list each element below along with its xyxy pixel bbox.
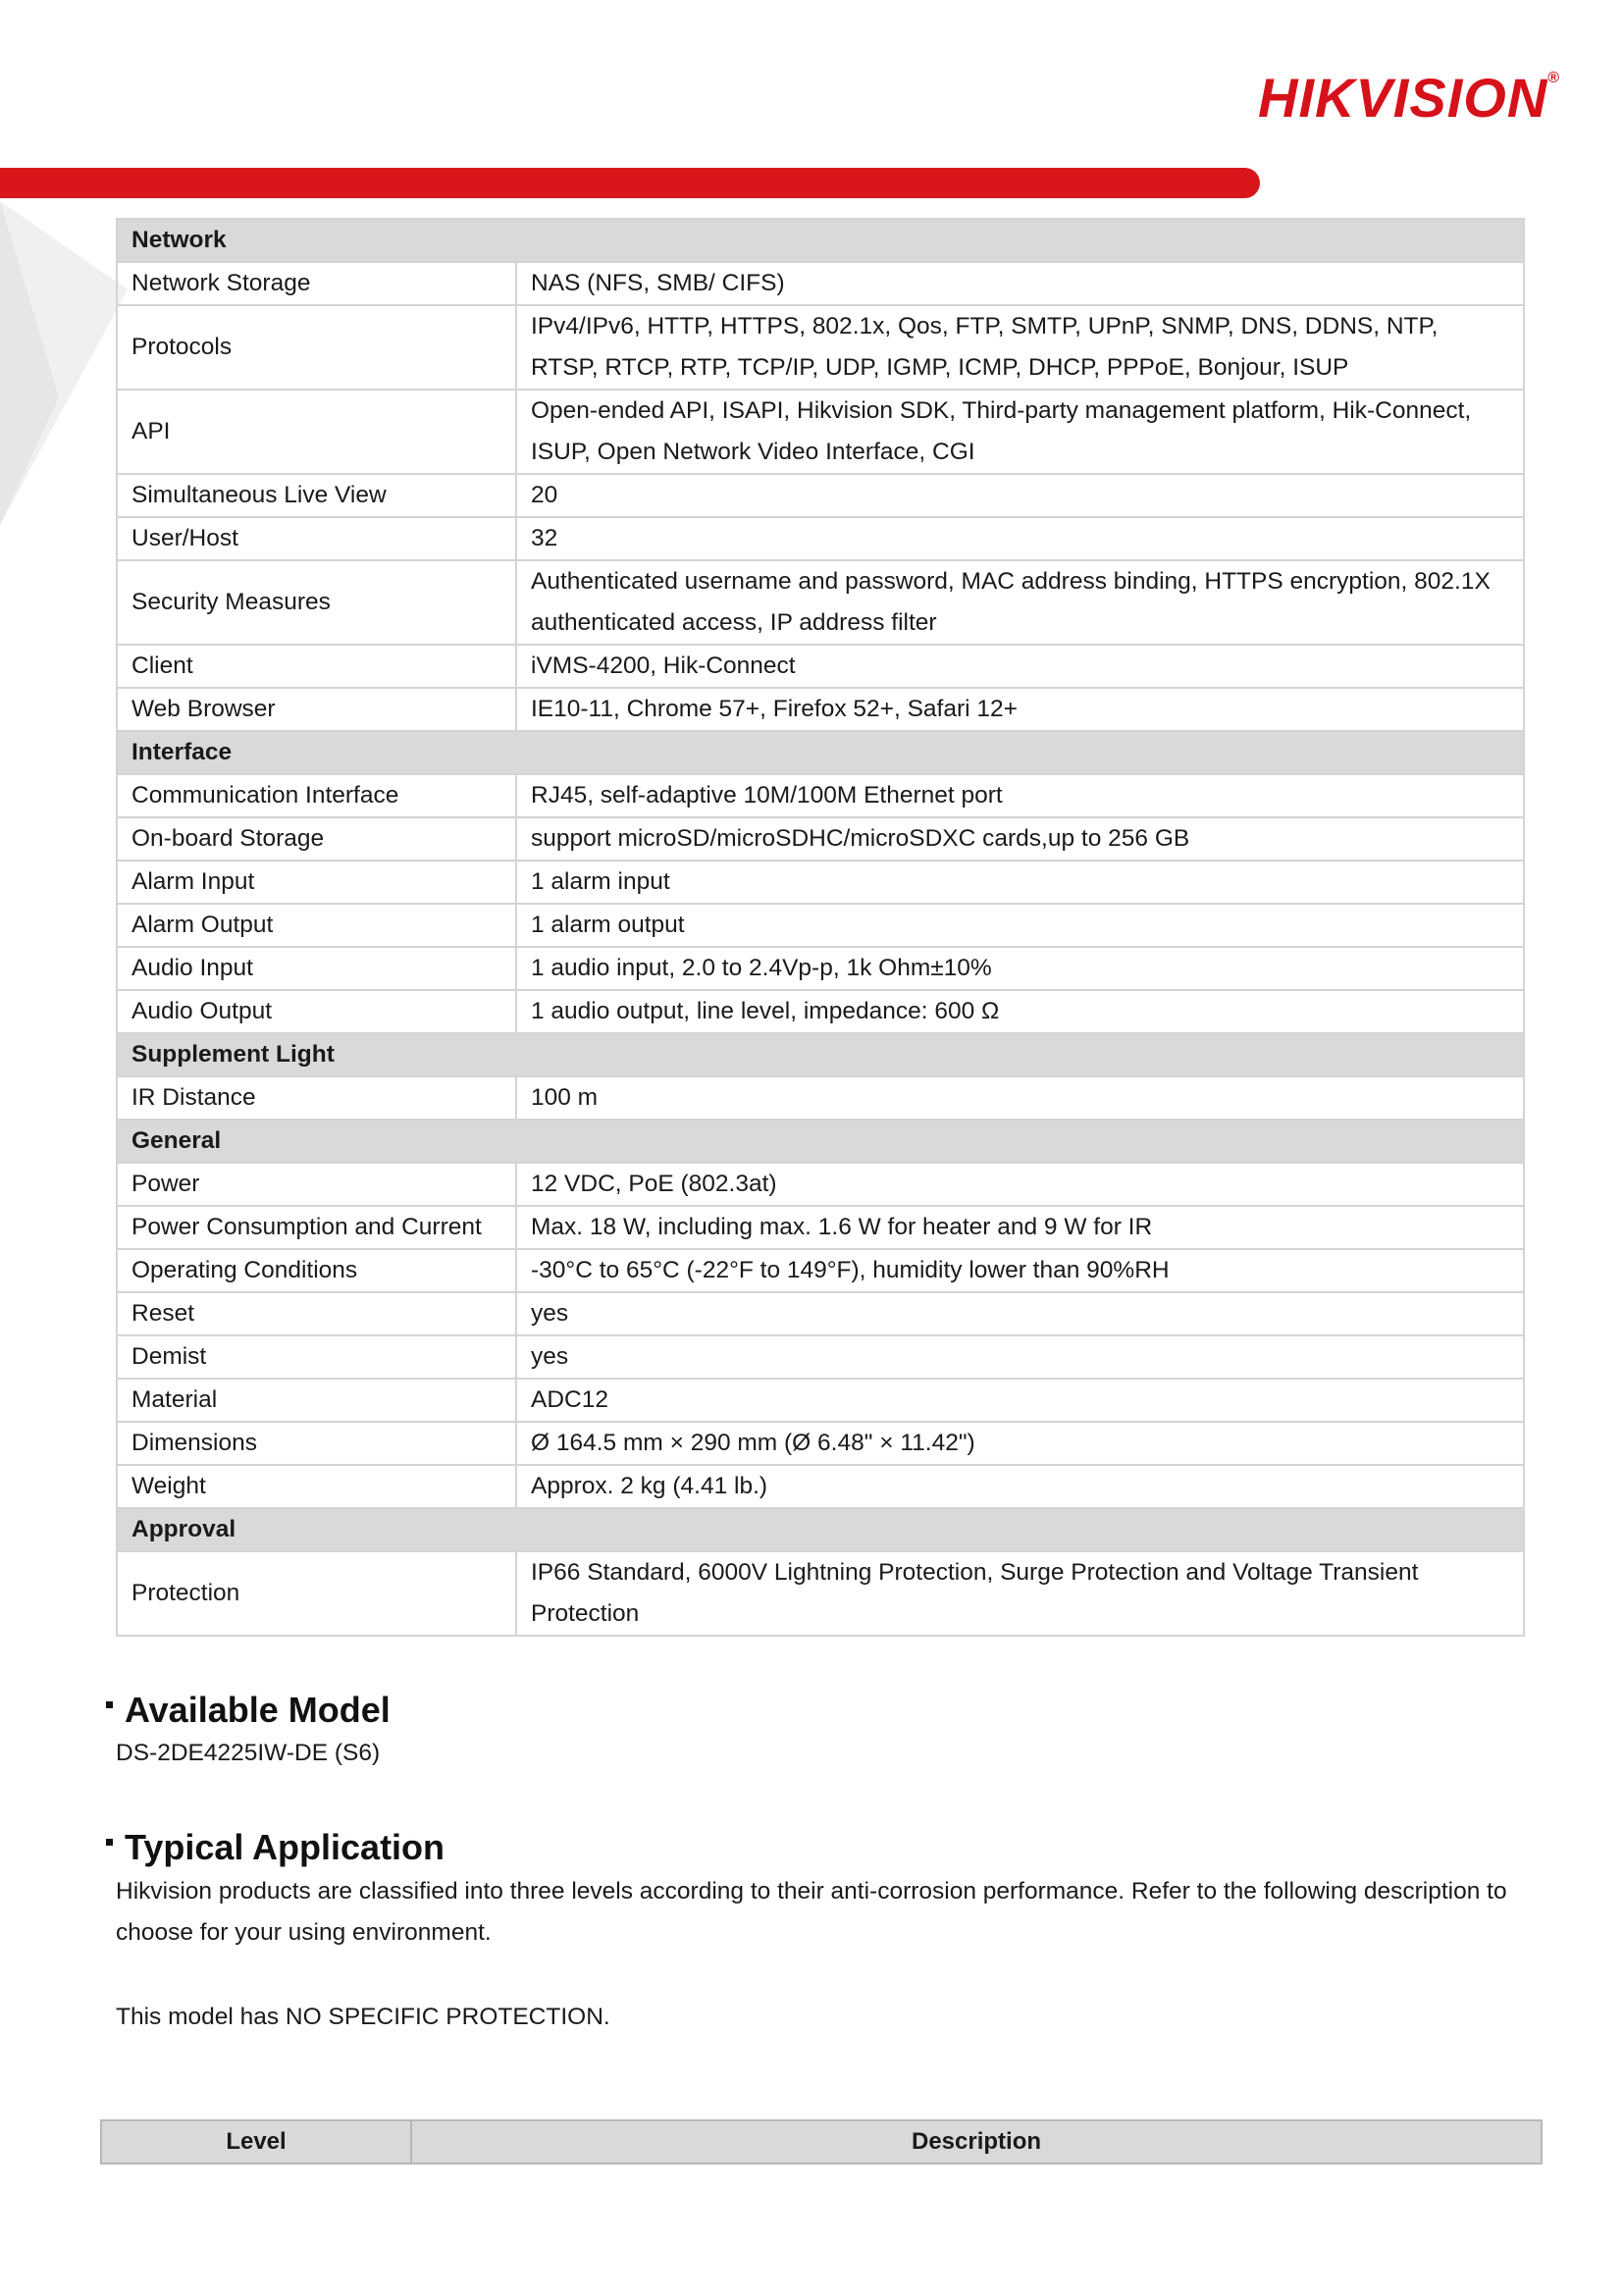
spec-label: Demist [117, 1335, 516, 1379]
spec-row [117, 904, 1524, 947]
spec-label: Protocols [117, 305, 516, 390]
typical-application-heading: Typical Application [106, 1827, 445, 1868]
spec-row [117, 1076, 1524, 1120]
spec-value: 1 audio output, line level, impedance: 600 Ω [516, 990, 1524, 1033]
spec-row [117, 774, 1524, 817]
hikvision-logo: HIKVISION® [1258, 67, 1561, 129]
header-red-bar [0, 168, 1260, 198]
spec-label: User/Host [117, 517, 516, 560]
spec-value: IE10-11, Chrome 57+, Firefox 52+, Safari 12+ [516, 688, 1524, 731]
spec-label: API [117, 390, 516, 474]
section-row [117, 219, 1524, 262]
section-row [117, 1033, 1524, 1076]
spec-label: Alarm Input [117, 861, 516, 904]
spec-value: iVMS-4200, Hik-Connect [516, 645, 1524, 688]
decorative-shape [0, 201, 128, 525]
typical-application-paragraph: Hikvision products are classified into three levels according to their anti-corrosion performance. Refer to the following description to choose for your using environment. [116, 1878, 1507, 1946]
spec-value: IPv4/IPv6, HTTP, HTTPS, 802.1x, Qos, FTP, SMTP, UPnP, SNMP, DNS, DDNS, NTP, RTSP, RTCP, RTP, TCP/IP, UDP, IGMP, ICMP, DHCP, PPPoE, Bonjour, ISUP [516, 305, 1524, 390]
protection-note: This model has NO SPECIFIC PROTECTION. [116, 2004, 610, 2030]
description-header: Description [411, 2120, 1542, 2164]
spec-value: Authenticated username and password, MAC address binding, HTTPS encryption, 802.1X authenticated access, IP address filter [516, 560, 1524, 645]
spec-label: Reset [117, 1292, 516, 1335]
spec-row [117, 645, 1524, 688]
spec-label: Web Browser [117, 688, 516, 731]
spec-row [117, 688, 1524, 731]
spec-value: yes [516, 1335, 1524, 1379]
spec-row [117, 560, 1524, 645]
spec-row [117, 1249, 1524, 1292]
spec-value: Ø 164.5 mm × 290 mm (Ø 6.48" × 11.42") [516, 1422, 1524, 1465]
spec-row [117, 1465, 1524, 1508]
spec-label: Audio Input [117, 947, 516, 990]
spec-label: Operating Conditions [117, 1249, 516, 1292]
spec-row [117, 990, 1524, 1033]
spec-row [117, 517, 1524, 560]
spec-value: yes [516, 1292, 1524, 1335]
spec-label: Client [117, 645, 516, 688]
spec-value: Approx. 2 kg (4.41 lb.) [516, 1465, 1524, 1508]
spec-value: 1 alarm input [516, 861, 1524, 904]
spec-value: NAS (NFS, SMB/ CIFS) [516, 262, 1524, 305]
section-row [117, 1508, 1524, 1551]
spec-value: Max. 18 W, including max. 1.6 W for heater and 9 W for IR [516, 1206, 1524, 1249]
section-title: Approval [117, 1508, 1524, 1551]
section-row [117, 1120, 1524, 1163]
spec-label: On-board Storage [117, 817, 516, 861]
spec-value: 100 m [516, 1076, 1524, 1120]
spec-value: 12 VDC, PoE (802.3at) [516, 1163, 1524, 1206]
spec-label: Network Storage [117, 262, 516, 305]
spec-row [117, 1551, 1524, 1636]
spec-row [117, 474, 1524, 517]
spec-value: IP66 Standard, 6000V Lightning Protection, Surge Protection and Voltage Transient Protection [516, 1551, 1524, 1636]
spec-value: -30°C to 65°C (-22°F to 149°F), humidity lower than 90%RH [516, 1249, 1524, 1292]
spec-row [117, 1379, 1524, 1422]
spec-label: Power [117, 1163, 516, 1206]
model-number: DS-2DE4225IW-DE (S6) [116, 1740, 381, 1766]
spec-row [117, 390, 1524, 474]
spec-label: Protection [117, 1551, 516, 1636]
bullet-square-icon [106, 1839, 113, 1846]
spec-label: Dimensions [117, 1422, 516, 1465]
spec-table [116, 218, 1525, 1637]
section-title: Supplement Light [117, 1033, 1524, 1076]
spec-value: 20 [516, 474, 1524, 517]
spec-value: support microSD/microSDHC/microSDXC cards,up to 256 GB [516, 817, 1524, 861]
spec-value: 1 alarm output [516, 904, 1524, 947]
spec-row [117, 947, 1524, 990]
level-header: Level [101, 2120, 411, 2164]
spec-label: Simultaneous Live View [117, 474, 516, 517]
spec-label: IR Distance [117, 1076, 516, 1120]
available-model-heading: Available Model [106, 1690, 391, 1731]
spec-row [117, 1163, 1524, 1206]
spec-row [117, 1335, 1524, 1379]
spec-value: Open-ended API, ISAPI, Hikvision SDK, Third-party management platform, Hik-Connect, ISUP, Open Network Video Interface, CGI [516, 390, 1524, 474]
spec-label: Audio Output [117, 990, 516, 1033]
section-title: Network [117, 219, 1524, 262]
spec-value: 32 [516, 517, 1524, 560]
spec-row [117, 1422, 1524, 1465]
section-title: General [117, 1120, 1524, 1163]
spec-row [117, 305, 1524, 390]
section-row [117, 731, 1524, 774]
spec-label: Weight [117, 1465, 516, 1508]
spec-label: Communication Interface [117, 774, 516, 817]
spec-row [117, 861, 1524, 904]
spec-label: Power Consumption and Current [117, 1206, 516, 1249]
spec-row [117, 1206, 1524, 1249]
spec-label: Security Measures [117, 560, 516, 645]
spec-row [117, 262, 1524, 305]
section-title: Interface [117, 731, 1524, 774]
spec-value: ADC12 [516, 1379, 1524, 1422]
spec-value: 1 audio input, 2.0 to 2.4Vp-p, 1k Ohm±10% [516, 947, 1524, 990]
spec-label: Material [117, 1379, 516, 1422]
spec-label: Alarm Output [117, 904, 516, 947]
spec-value: RJ45, self-adaptive 10M/100M Ethernet port [516, 774, 1524, 817]
spec-row [117, 817, 1524, 861]
spec-row [117, 1292, 1524, 1335]
bullet-square-icon [106, 1701, 113, 1708]
level-table [100, 2119, 1543, 2165]
